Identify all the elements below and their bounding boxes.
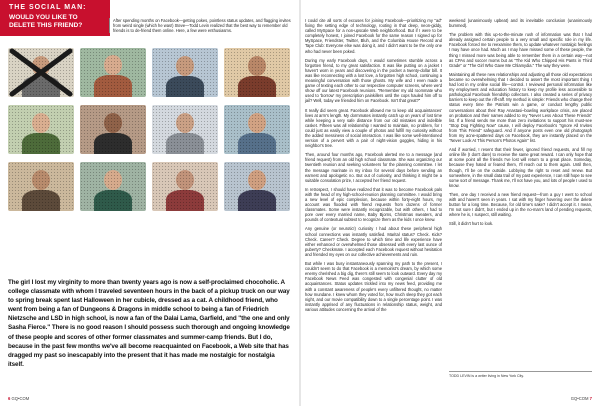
body-paragraph: Maintaining all these new relationships and adjusting all those old expectations became so overwhelming that I decided to assert the most important thing I had lost in my online social life—control. I reviewed personal information like my employment and education history to keep my profile less accessible to pathological Facebook friendship collectors. I also created a series of privacy barriers to keep out the riff-raff. My method is simple: Friends who change their status every time the Patriots win a game, or conduct lengthy public conversations about their Ray Anastasi–bowling workplace crisis, are placed on probation and their names added to my "Never Less About These Friends" list. If a friend sends me more than zero invitations to support his must-see "Stop Dog Fighting Now" cause, I will deploy Facebook's "Ignore All Invites from This Friend" safeguard. And if anyone posts even one old photograph from my acne-spattered days on Facebook, they are instantly placed on the "Never Look At This Person's Photos Again" list. xyxy=(449,71,592,144)
body-paragraph: weekend (unanimously upbeat) and its inevitable conclusion (unanimously bummed). xyxy=(449,18,592,29)
article-intro: After spending months on Facebook—getting pokes, pointless status updates, and flagging invites from weird single (which he was!) Steve—Todd Levin realized that the best way to remember old friends is to de-friend them online. Here, a few were enthusiasms. xyxy=(113,18,294,33)
section-header xyxy=(0,0,110,36)
article-title: WOULD YOU LIKE TO DELETE THIS FRIEND? xyxy=(9,14,83,29)
profile-photo xyxy=(80,162,146,211)
section-kicker: THE SOCIAL MAN: xyxy=(9,4,87,11)
body-paragraph: It really did seem great. Facebook allowed me to keep old acquaintances' lives at arm's length. My dormmates instantly catch up on years of lost time while keeping a very safe distance from our old mistakes and indelible casket. Fifteen was all relationship I wanted to maintain, no problem, for I could just as easily view a couple of photos and fulfill my curiosity without the added messiness of social interaction. I was like some well-intentioned version of a pervert with a pair of night-vision goggles, hiding in his neighbor's tree. xyxy=(305,107,442,149)
profile-photo xyxy=(224,105,290,154)
body-paragraph: I could cite all sorts of excuses for joining Facebook—prioritizing my "ad" fixing the setting edge of technology, rooting in that deep, neon-giddy, called MySpace for a non-upscale Web neighborhood. But if I were to be completely honest, I joined Facebook for the same reason I signed up for MySpace, Friendster, Twitter, Bluh, and the Columbia House Record and Tape Club: Everyone else was doing it, and I didn't want to be the only one who had never been poked. xyxy=(305,18,442,54)
body-paragraph: In retrospect, I should have realized that it was to become Facebook pals with the head of my high-school-reunion planning committee. I would bring a new level of epic complexion, because within forty-eight hours, my account was flooded with friend requests from dozens of former classmates. Some were instantly recognizable, but with others, I had to pore over every married name, Baby Bjorns, Christmas sweaters, and pounds of contextual subtext to recognize them as the kids I once knew. xyxy=(305,186,442,223)
body-paragraph: The problem with this up-to-the-minute rush of information was that I had already assigned certain people to a very small and specific role in my life. Facebook forced me to reexamine them, to update whatever nostalgic feelings I may have once had. Much as I may have missed some of these people, the thing I missed more was being able to remember them in a certain way—not as CPAs and soccer moms but as "The Kid Who Chipped His Pants in Third Grade" or "The Girl Who Gave Me Chlamydia." The way they were. xyxy=(449,32,592,68)
profile-photo xyxy=(224,48,290,97)
profile-photo xyxy=(8,48,74,97)
body-paragraph: Still, it didn't hurt to look. xyxy=(449,221,494,227)
profile-photo xyxy=(80,48,146,97)
body-paragraph: During my early Facebook days, I would sometimes stumble across a forgotten friend, to my great satisfaction. It was like putting on a jacket I haven't worn in years and discovering in the pocket a twenty-dollar bill. It was like reconnecting with a lost love, a forgotten high school, continuing a meaningful conversation with those ghosts. My wife and I even made a game of texting each other to our respective computer screens, where we'd show off our latest Facebook reunions. "Remember my old roommate who used to 'borrow' my prescription painkillers until the cops hauled him off to jail? Well, today we friended him on Facebook. Isn't that great?" xyxy=(305,57,442,104)
page-gutter xyxy=(299,0,301,406)
profile-photo xyxy=(152,48,218,97)
profile-photo xyxy=(152,162,218,211)
body-paragraph: Then, around four months ago, Facebook alerted me to a message (and friend request) from an old high school classmate. She was organizing our twentieth reunion and seeking volunteers for the planning committee. I let the message marinate in my inbox for several days before sending an earnest and apologetic no. But out of curiosity, and thinking it might be a suitable consolation prize, I accepted her friend request. xyxy=(305,152,442,183)
body-paragraph: And if worried, I resent that their fewer, ignored friend requests, and fill my online life (I don't dare) to receive the same great reward. I can only hope that at some point all the friends I've lost will return to a great place. Someday, because they hated or feared them, I'll reach out to them again. Until then, though, I'll be on the outside. Lobbying the right to reset and renew. But somewhere, in the small data trail of my past experience, I can still hope to see some sort of message. Thank me, I'll not have you, and lots of people I used to know. xyxy=(449,147,592,188)
profile-photo xyxy=(80,105,146,154)
article-column-left xyxy=(305,18,442,316)
folio-left xyxy=(8,396,29,401)
body-paragraph: Then, one day I received a new friend request—from a guy I went to school with and haven't seen in years. I sat with my finger hovering over the delete button for a long time. Because, for old time's sake? I didn't accept it. I mean, I'm not sure I didn't, but I ended up in the no-man's land of pending requests, where he is, I suspect, still waiting. xyxy=(449,191,592,218)
profile-photo xyxy=(8,105,74,154)
body-paragraph: But while I was busy instantaneously spanning my path to the present, I couldn't seem to do that Facebook is a memoirist's dream, by which some enemy cherished a big dig, there's still seem to look outward. Every day my Facebook News Feed was congested with congenial clutter of old acquaintances. Status updates trickled into my news feed, providing me with a constant awareness of people's every unfiltered thought, no matter how mundane. I knew whom they voted for, how much sleep they got each night, and our movie compatibility down to a single percentage point. I was instantly apprised of any fluctuations in relationship status, weight, and various attitudes concerning the arrival of the xyxy=(305,261,442,312)
page-number: 7 xyxy=(589,396,592,401)
page-number: 6 xyxy=(8,396,11,401)
folio-right xyxy=(571,396,592,401)
author-bio: TODD LEVIN is a writer living in New York City. xyxy=(449,371,592,379)
profile-photo xyxy=(152,105,218,154)
profile-photo xyxy=(224,162,290,211)
magazine-name: GQ•COM xyxy=(11,396,30,401)
article-column-right xyxy=(449,18,592,230)
magazine-name: GQ•COM xyxy=(570,396,589,401)
profile-photo-grid xyxy=(8,48,292,266)
profile-photo xyxy=(8,162,74,211)
body-paragraph: Any genuine (or neurotic!) curiosity I had about these peripheral high school connections was instantly satisfied. Marital status? Check. Kids? Check. Career? Check. Degree to which time and life experience have either enhanced or overwhelmed those obsessed with every last ounce of puberty? Checkmate. I accepted each Facebook request without hesitation and friended my eyes on our collective achievements and ruin. xyxy=(305,226,442,257)
pull-quote: The girl I lost my virginity to more than twenty years ago is now a self-proclaimed chocoholic. A college classmate with whom I traveled seventeen hours in the back of a pickup truck on our way to spring break spent last Halloween in her cubicle, dressed as a cat. A childhood friend, who went from being a fan of Dungeons & Dragons in middle school to being a fan of Friedrich Nietzsche and LSD in high school, is now a fan of the Dalai Lama, Garfield, and "the one and only Sasha Fierce." There is no good reason I should possess such thorough and ongoing knowledge of these people and scores of other former classmates and summer-camp friends. But I do, because in the past few months we've all become reacquainted on Facebook, a Web site that has dragged my past so inescapably into the present that it has made me nostalgic for nostalgia itself. xyxy=(8,279,290,368)
